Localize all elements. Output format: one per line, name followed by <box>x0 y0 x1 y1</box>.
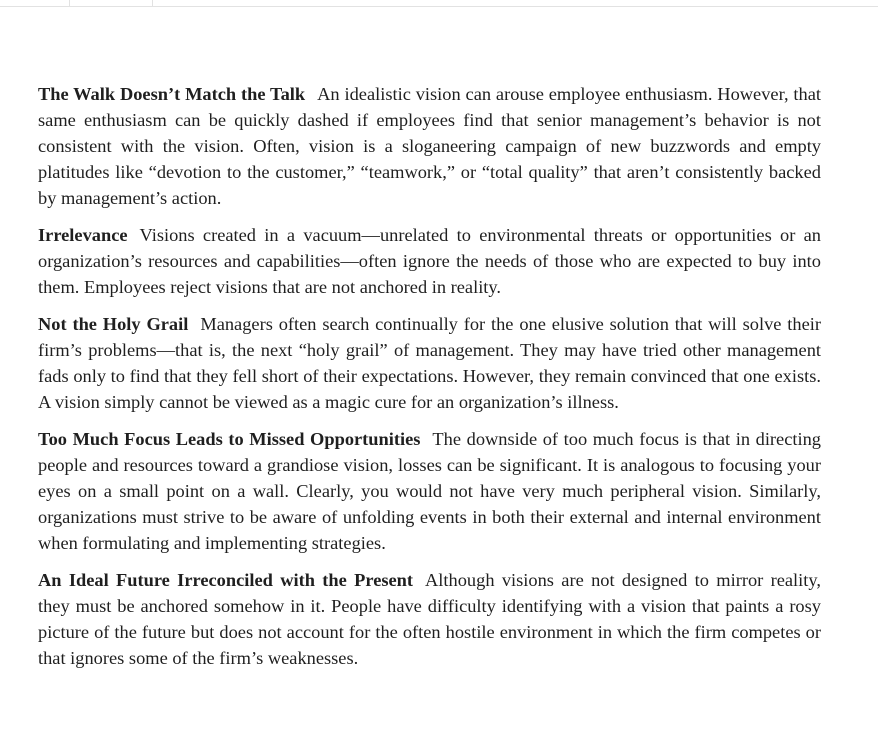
paragraph-heading: An Ideal Future Irreconciled with the Present <box>38 570 414 590</box>
paragraph-ideal-future <box>38 567 821 671</box>
paragraph-heading: Not the Holy Grail <box>38 314 189 334</box>
paragraph-body: Managers often search continually for the one elusive solution that will solve their firm’s problems—that is, the next “holy grail” of management. They may have tried other management fads only to find that they fell short of their expectations. However, they remain convinced that one exists. A vision simply cannot be viewed as a magic cure for an organization’s illness. <box>38 314 821 412</box>
paragraph-irrelevance <box>38 222 821 300</box>
paragraph-walk-talk <box>38 81 821 211</box>
paragraph-body: An idealistic vision can arouse employee enthusiasm. However, that same enthusiasm can be quickly dashed if employees find that senior management’s behavior is not consistent with the vision. Often, vision is a sloganeering campaign of new buzzwords and empty platitudes like “devotion to the customer,” “teamwork,” or “total quality” that aren’t consistently backed by management’s action. <box>38 84 821 208</box>
top-divider-tick <box>69 0 70 6</box>
paragraph-heading: Irrelevance <box>38 225 128 245</box>
paragraph-body: Although visions are not designed to mirror reality, they must be anchored somehow in it. People have difficulty identifying with a vision that paints a rosy picture of the future but does not account for the often hostile environment in which the firm competes or that ignores some of the firm’s weaknesses. <box>38 570 821 668</box>
document-page <box>38 81 821 682</box>
paragraph-heading: The Walk Doesn’t Match the Talk <box>38 84 306 104</box>
paragraph-too-much-focus <box>38 426 821 556</box>
top-divider-tick <box>152 0 153 6</box>
paragraph-holy-grail <box>38 311 821 415</box>
paragraph-body: Visions created in a vacuum—unrelated to environmental threats or opportunities or an organization’s resources and capabilities—often ignore the needs of those who are expected to buy into them. Employees reject visions that are not anchored in reality. <box>38 225 821 297</box>
paragraph-body: The downside of too much focus is that in directing people and resources toward a grandiose vision, losses can be significant. It is analogous to focusing your eyes on a small point on a wall. Clearly, you would not have very much peripheral vision. Similarly, organizations must strive to be aware of unfolding events in both their external and internal environment when formulating and implementing strategies. <box>38 429 821 553</box>
top-divider <box>0 6 878 7</box>
paragraph-heading: Too Much Focus Leads to Missed Opportunities <box>38 429 421 449</box>
